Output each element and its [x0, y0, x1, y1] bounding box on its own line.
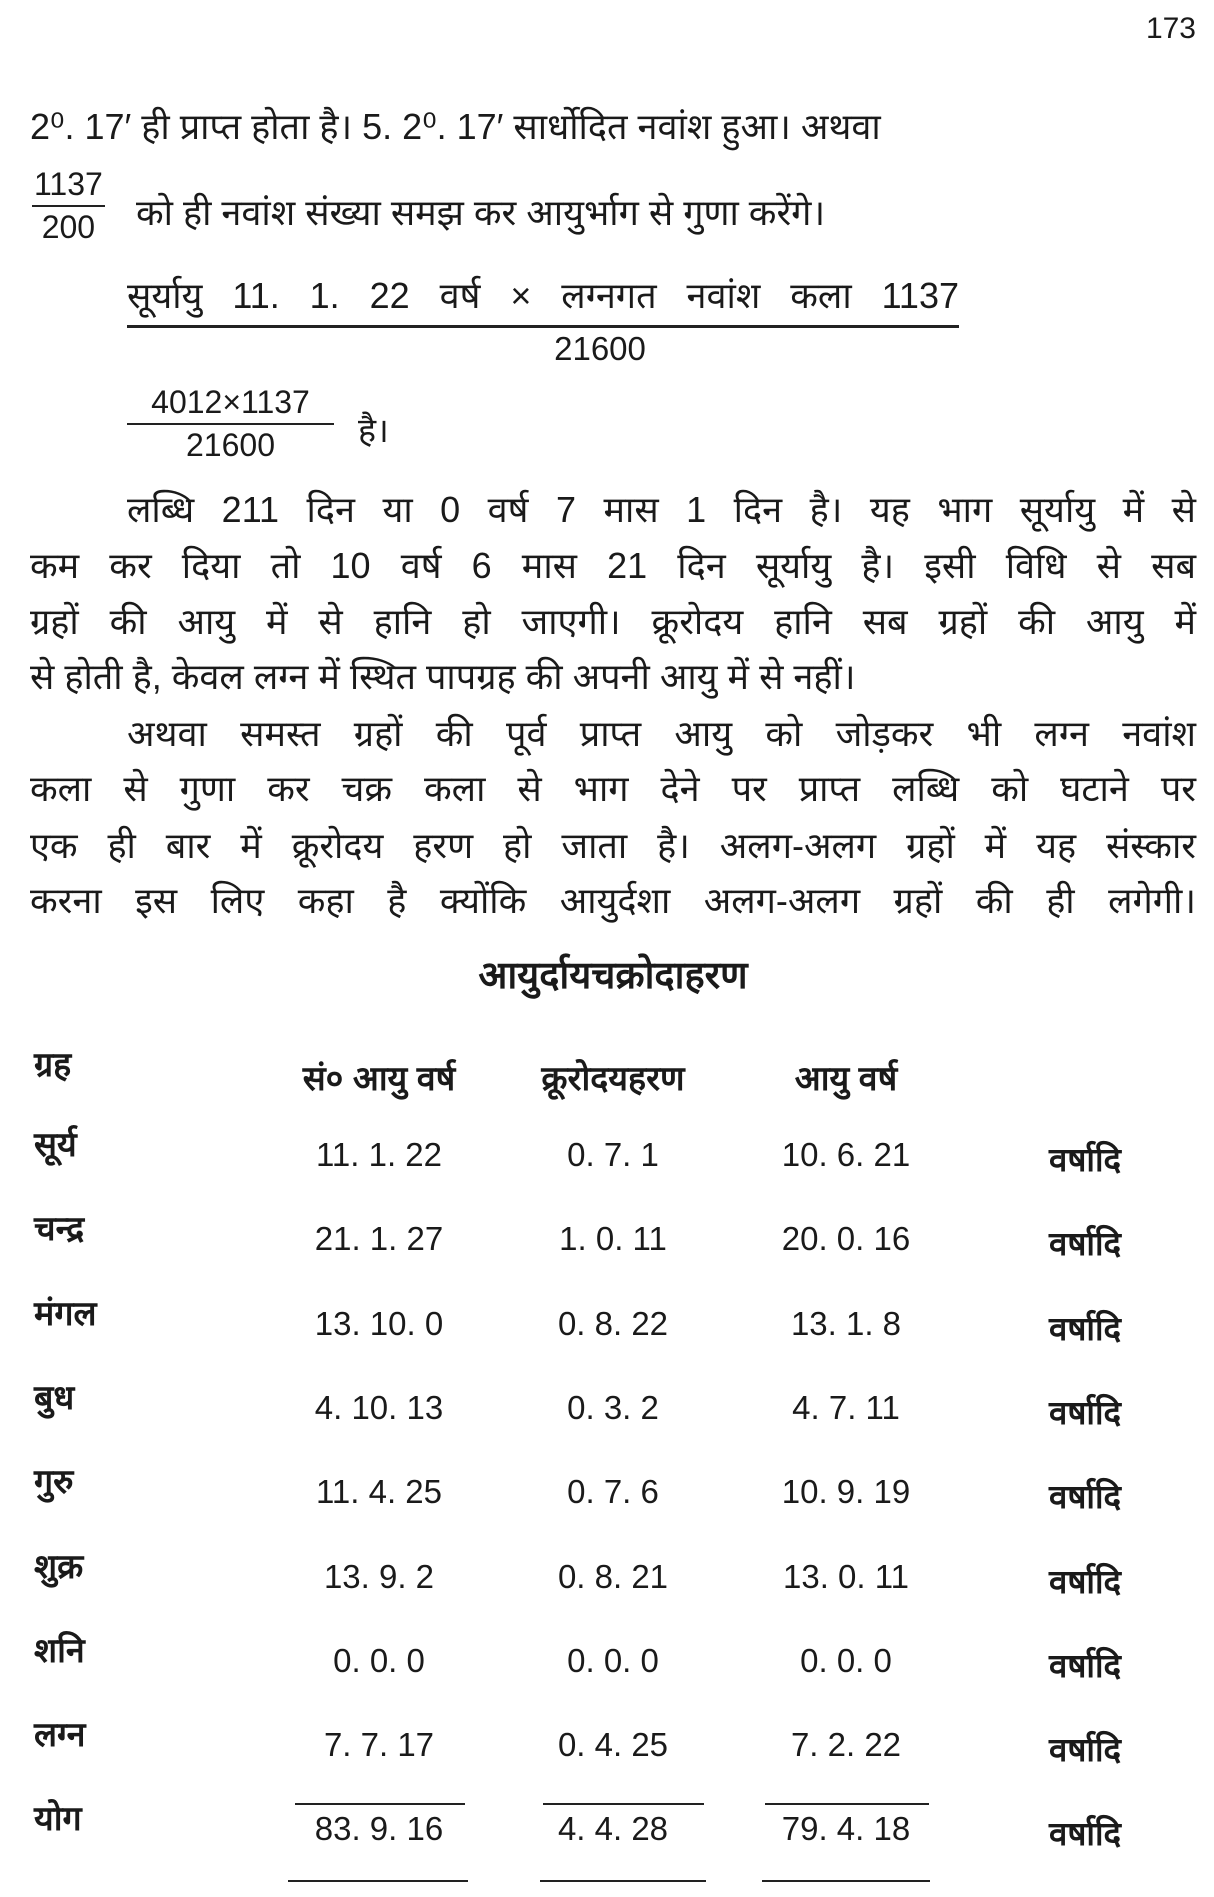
paragraph-line: कम कर दिया तो 10 वर्ष 6 मास 21 दिन सूर्यायु है। इसी विधि से सब — [30, 545, 1196, 586]
age-value: 10. 6. 21 — [781, 1136, 911, 1173]
sum-rule — [543, 1803, 704, 1805]
age-value: 13. 0. 11 — [783, 1557, 909, 1595]
age-value: 0. 0. 0 — [800, 1641, 892, 1679]
unit-label: वर्षादि — [1048, 1478, 1122, 1516]
krurodaya-value: 0. 7. 1 — [567, 1136, 659, 1173]
krurodaya-value: 4. 4. 28 — [557, 1810, 669, 1848]
numerator: 4012×1137 — [127, 384, 334, 425]
paragraph-line: से होती है, केवल लग्न में स्थित पापग्रह की अपनी आयु में से नहीं। — [30, 656, 856, 697]
age-value: 79. 4. 18 — [781, 1810, 911, 1848]
paragraph-line: अथवा समस्त ग्रहों की पूर्व प्राप्त आयु को जोड़कर भी लग्न नवांश — [127, 713, 1196, 754]
krurodaya-value: 0. 8. 21 — [557, 1557, 669, 1595]
planet-name: लग्न — [34, 1716, 86, 1755]
unit-label: वर्षादि — [1048, 1646, 1122, 1684]
base-age-value: 21. 1. 27 — [314, 1220, 444, 1258]
age-value: 20. 0. 16 — [781, 1220, 911, 1258]
planet-name: बुध — [34, 1378, 75, 1417]
base-age-value: 11. 1. 22 — [316, 1136, 442, 1173]
denominator: 200 — [41, 209, 96, 245]
unit-label: वर्षादि — [1048, 1309, 1122, 1347]
formula-denominator: 21600 — [554, 330, 646, 367]
unit-label: वर्षादि — [1048, 1141, 1122, 1178]
krurodaya-value: 1. 0. 11 — [559, 1220, 667, 1258]
text-line: को ही नवांश संख्या समझ कर आयुर्भाग से गुणा करेंगे। — [136, 192, 826, 233]
base-age-value: 4. 10. 13 — [314, 1388, 444, 1426]
planet-name: शुक्र — [34, 1547, 84, 1586]
unit-label: वर्षादि — [1048, 1815, 1122, 1853]
age-value: 10. 9. 19 — [781, 1473, 911, 1511]
paragraph-line: करना इस लिए कहा है क्योंकि आयुर्दशा अलग-अलग ग्रहों की ही लगेगी। — [30, 880, 1196, 921]
planet-name: सूर्य — [34, 1126, 77, 1164]
sum-rule — [765, 1803, 929, 1805]
denominator: 21600 — [186, 427, 275, 463]
age-value: 7. 2. 22 — [790, 1726, 902, 1764]
text-line: 2⁰. 17′ ही प्राप्त होता है। 5. 2⁰. 17′ सार्धोदित नवांश हुआ। अथवा — [30, 106, 881, 147]
planet-name: गुरु — [34, 1463, 74, 1502]
fraction-1137-200 — [32, 166, 105, 246]
base-age-value: 11. 4. 25 — [316, 1473, 442, 1511]
base-age-value: 0. 0. 0 — [333, 1641, 425, 1679]
krurodaya-value: 0. 0. 0 — [567, 1641, 659, 1679]
krurodaya-value: 0. 8. 22 — [557, 1304, 669, 1342]
age-value: 4. 7. 11 — [792, 1388, 900, 1426]
age-value: 13. 1. 8 — [790, 1304, 902, 1342]
header-age: आयु वर्ष — [794, 1060, 898, 1098]
fraction-4012x1137 — [127, 384, 334, 464]
fraction-suffix: है। — [358, 412, 389, 450]
krurodaya-value: 0. 3. 2 — [567, 1388, 659, 1426]
table-title: आयुर्दायचक्रोदाहरण — [478, 955, 748, 997]
sum-rule — [295, 1803, 465, 1805]
unit-label: वर्षादि — [1048, 1731, 1122, 1769]
base-age-value: 83. 9. 16 — [314, 1810, 444, 1848]
planet-name: योग — [34, 1800, 82, 1839]
paragraph-line: ग्रहों की आयु में से हानि हो जाएगी। क्रूरोदय हानि सब ग्रहों की आयु में — [30, 601, 1196, 642]
unit-label: वर्षादि — [1048, 1393, 1122, 1431]
header-base-age: सं० आयु वर्ष — [302, 1060, 456, 1098]
header-planet: ग्रह — [34, 1046, 72, 1084]
planet-name: मंगल — [34, 1294, 97, 1333]
total-rule — [540, 1880, 706, 1882]
unit-label: वर्षादि — [1048, 1562, 1122, 1600]
paragraph-line: कला से गुणा कर चक्र कला से भाग देने पर प्राप्त लब्धि को घटाने पर — [30, 768, 1196, 809]
total-rule — [288, 1880, 468, 1882]
base-age-value: 13. 9. 2 — [323, 1557, 435, 1595]
base-age-value: 13. 10. 0 — [314, 1304, 444, 1342]
planet-name: शनि — [34, 1631, 85, 1670]
formula-numerator: सूर्यायु 11. 1. 22 वर्ष × लग्नगत नवांश कला 1137 — [127, 270, 959, 328]
base-age-value: 7. 7. 17 — [323, 1726, 435, 1764]
paragraph-line: एक ही बार में क्रूरोदय हरण हो जाता है। अलग-अलग ग्रहों में यह संस्कार — [30, 825, 1196, 866]
page-number: 173 — [1145, 12, 1196, 45]
numerator: 1137 — [32, 166, 105, 207]
planet-name: चन्द्र — [34, 1210, 85, 1249]
paragraph-line: लब्धि 211 दिन या 0 वर्ष 7 मास 1 दिन है। यह भाग सूर्यायु में से — [127, 489, 1196, 530]
krurodaya-value: 0. 4. 25 — [557, 1726, 669, 1764]
total-rule — [762, 1880, 930, 1882]
header-krurodaya: क्रूरोदयहरण — [541, 1060, 685, 1098]
krurodaya-value: 0. 7. 6 — [567, 1473, 659, 1511]
unit-label: वर्षादि — [1048, 1225, 1122, 1263]
